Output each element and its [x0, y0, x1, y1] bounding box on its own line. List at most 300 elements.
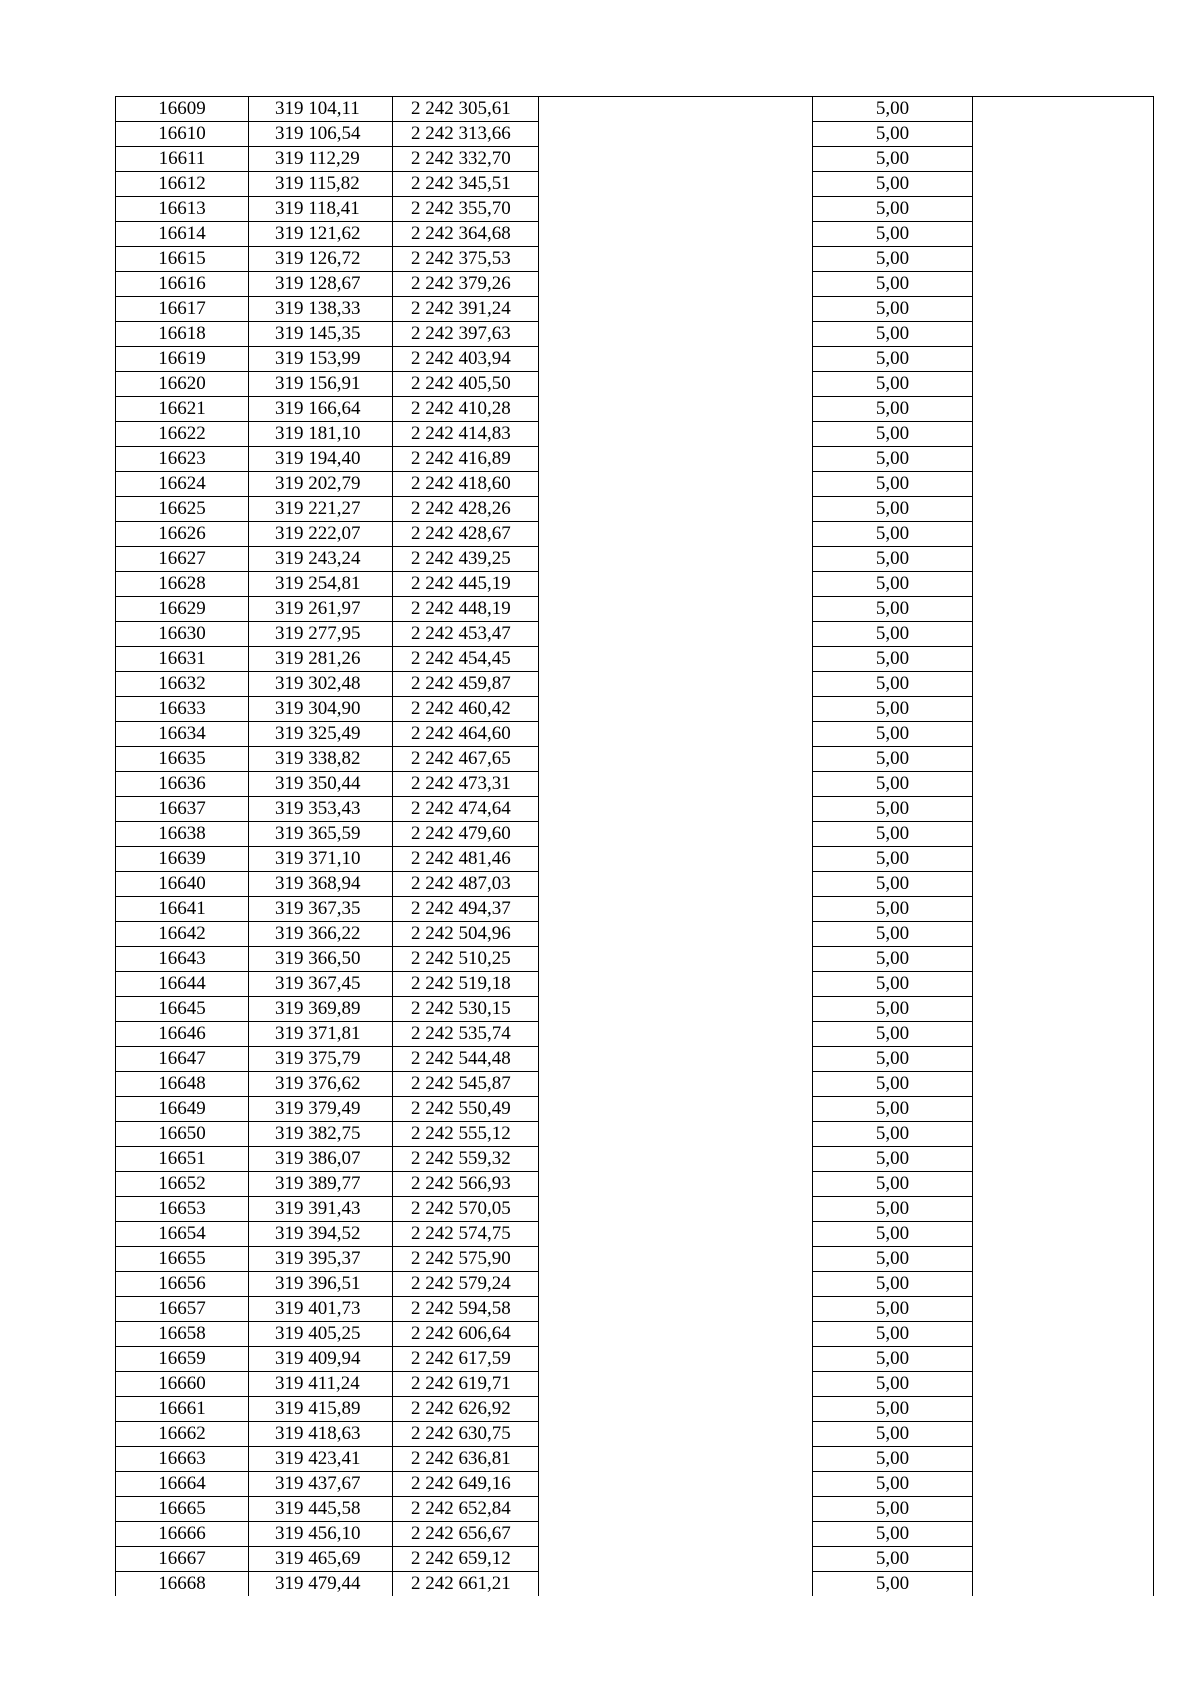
y-coordinate-cell: 2 242 459,87	[393, 672, 539, 697]
empty-cell	[539, 997, 813, 1022]
empty-cell	[539, 1447, 813, 1472]
y-coordinate-cell: 2 242 473,31	[393, 772, 539, 797]
y-coordinate-cell: 2 242 619,71	[393, 1372, 539, 1397]
point-number-cell: 16668	[116, 1572, 249, 1597]
table-row	[116, 222, 1154, 247]
value-cell: 5,00	[813, 1022, 973, 1047]
y-coordinate-cell: 2 242 530,15	[393, 997, 539, 1022]
table-row	[116, 497, 1154, 522]
point-number-cell: 16619	[116, 347, 249, 372]
value-cell: 5,00	[813, 1397, 973, 1422]
empty-cell	[973, 1522, 1154, 1547]
empty-cell	[973, 822, 1154, 847]
empty-cell	[973, 297, 1154, 322]
point-number-cell: 16615	[116, 247, 249, 272]
point-number-cell: 16609	[116, 97, 249, 122]
point-number-cell: 16649	[116, 1097, 249, 1122]
table-row	[116, 772, 1154, 797]
y-coordinate-cell: 2 242 559,32	[393, 1147, 539, 1172]
x-coordinate-cell: 319 128,67	[249, 272, 393, 297]
x-coordinate-cell: 319 304,90	[249, 697, 393, 722]
x-coordinate-cell: 319 375,79	[249, 1047, 393, 1072]
point-number-cell: 16667	[116, 1547, 249, 1572]
x-coordinate-cell: 319 166,64	[249, 397, 393, 422]
empty-cell	[539, 1522, 813, 1547]
y-coordinate-cell: 2 242 313,66	[393, 122, 539, 147]
y-coordinate-cell: 2 242 649,16	[393, 1472, 539, 1497]
empty-cell	[539, 172, 813, 197]
point-number-cell: 16664	[116, 1472, 249, 1497]
empty-cell	[539, 197, 813, 222]
point-number-cell: 16623	[116, 447, 249, 472]
point-number-cell: 16662	[116, 1422, 249, 1447]
x-coordinate-cell: 319 156,91	[249, 372, 393, 397]
empty-cell	[973, 147, 1154, 172]
empty-cell	[973, 322, 1154, 347]
empty-cell	[539, 1497, 813, 1522]
table-row	[116, 1122, 1154, 1147]
y-coordinate-cell: 2 242 575,90	[393, 1247, 539, 1272]
table-row	[116, 1297, 1154, 1322]
value-cell: 5,00	[813, 1197, 973, 1222]
value-cell: 5,00	[813, 1547, 973, 1572]
value-cell: 5,00	[813, 847, 973, 872]
empty-cell	[539, 122, 813, 147]
empty-cell	[539, 1472, 813, 1497]
value-cell: 5,00	[813, 422, 973, 447]
x-coordinate-cell: 319 281,26	[249, 647, 393, 672]
empty-cell	[973, 497, 1154, 522]
empty-cell	[973, 1222, 1154, 1247]
empty-cell	[539, 97, 813, 122]
empty-cell	[973, 697, 1154, 722]
point-number-cell: 16651	[116, 1147, 249, 1172]
empty-cell	[539, 347, 813, 372]
table-row	[116, 1047, 1154, 1072]
empty-cell	[973, 1472, 1154, 1497]
empty-cell	[973, 522, 1154, 547]
x-coordinate-cell: 319 261,97	[249, 597, 393, 622]
x-coordinate-cell: 319 145,35	[249, 322, 393, 347]
point-number-cell: 16645	[116, 997, 249, 1022]
value-cell: 5,00	[813, 497, 973, 522]
x-coordinate-cell: 319 243,24	[249, 547, 393, 572]
value-cell: 5,00	[813, 97, 973, 122]
table-row	[116, 522, 1154, 547]
point-number-cell: 16621	[116, 397, 249, 422]
point-number-cell: 16613	[116, 197, 249, 222]
table-row	[116, 1172, 1154, 1197]
y-coordinate-cell: 2 242 355,70	[393, 197, 539, 222]
table-row	[116, 822, 1154, 847]
table-row	[116, 372, 1154, 397]
value-cell: 5,00	[813, 1497, 973, 1522]
value-cell: 5,00	[813, 822, 973, 847]
table-row	[116, 1247, 1154, 1272]
point-number-cell: 16653	[116, 1197, 249, 1222]
empty-cell	[973, 947, 1154, 972]
value-cell: 5,00	[813, 1347, 973, 1372]
value-cell: 5,00	[813, 572, 973, 597]
empty-cell	[539, 597, 813, 622]
empty-cell	[973, 1247, 1154, 1272]
empty-cell	[973, 422, 1154, 447]
table-row	[116, 1572, 1154, 1597]
table-row	[116, 997, 1154, 1022]
empty-cell	[539, 1022, 813, 1047]
table-row	[116, 722, 1154, 747]
y-coordinate-cell: 2 242 439,25	[393, 547, 539, 572]
empty-cell	[539, 672, 813, 697]
table-row	[116, 797, 1154, 822]
y-coordinate-cell: 2 242 460,42	[393, 697, 539, 722]
point-number-cell: 16636	[116, 772, 249, 797]
point-number-cell: 16644	[116, 972, 249, 997]
empty-cell	[973, 922, 1154, 947]
value-cell: 5,00	[813, 1122, 973, 1147]
y-coordinate-cell: 2 242 494,37	[393, 897, 539, 922]
y-coordinate-cell: 2 242 397,63	[393, 322, 539, 347]
empty-cell	[973, 1272, 1154, 1297]
value-cell: 5,00	[813, 1272, 973, 1297]
empty-cell	[973, 797, 1154, 822]
point-number-cell: 16634	[116, 722, 249, 747]
point-number-cell: 16625	[116, 497, 249, 522]
y-coordinate-cell: 2 242 535,74	[393, 1022, 539, 1047]
point-number-cell: 16635	[116, 747, 249, 772]
empty-cell	[539, 547, 813, 572]
empty-cell	[973, 597, 1154, 622]
empty-cell	[539, 922, 813, 947]
y-coordinate-cell: 2 242 445,19	[393, 572, 539, 597]
table-row	[116, 922, 1154, 947]
x-coordinate-cell: 319 126,72	[249, 247, 393, 272]
empty-cell	[973, 1447, 1154, 1472]
table-row	[116, 1222, 1154, 1247]
x-coordinate-cell: 319 395,37	[249, 1247, 393, 1272]
y-coordinate-cell: 2 242 305,61	[393, 97, 539, 122]
x-coordinate-cell: 319 389,77	[249, 1172, 393, 1197]
empty-cell	[973, 272, 1154, 297]
y-coordinate-cell: 2 242 332,70	[393, 147, 539, 172]
table-row	[116, 1497, 1154, 1522]
value-cell: 5,00	[813, 1572, 973, 1597]
empty-cell	[973, 372, 1154, 397]
table-row	[116, 1547, 1154, 1572]
x-coordinate-cell: 319 394,52	[249, 1222, 393, 1247]
table-row	[116, 897, 1154, 922]
empty-cell	[973, 747, 1154, 772]
empty-cell	[539, 397, 813, 422]
y-coordinate-cell: 2 242 454,45	[393, 647, 539, 672]
x-coordinate-cell: 319 367,45	[249, 972, 393, 997]
value-cell: 5,00	[813, 922, 973, 947]
empty-cell	[973, 872, 1154, 897]
empty-cell	[539, 447, 813, 472]
value-cell: 5,00	[813, 997, 973, 1022]
value-cell: 5,00	[813, 1522, 973, 1547]
y-coordinate-cell: 2 242 661,21	[393, 1572, 539, 1597]
point-number-cell: 16641	[116, 897, 249, 922]
empty-cell	[973, 1497, 1154, 1522]
value-cell: 5,00	[813, 797, 973, 822]
x-coordinate-cell: 319 437,67	[249, 1472, 393, 1497]
y-coordinate-cell: 2 242 636,81	[393, 1447, 539, 1472]
table-row	[116, 1197, 1154, 1222]
x-coordinate-cell: 319 379,49	[249, 1097, 393, 1122]
empty-cell	[539, 822, 813, 847]
table-row	[116, 172, 1154, 197]
table-row	[116, 422, 1154, 447]
y-coordinate-cell: 2 242 594,58	[393, 1297, 539, 1322]
empty-cell	[973, 572, 1154, 597]
y-coordinate-cell: 2 242 519,18	[393, 972, 539, 997]
point-number-cell: 16655	[116, 1247, 249, 1272]
empty-cell	[539, 1172, 813, 1197]
y-coordinate-cell: 2 242 570,05	[393, 1197, 539, 1222]
point-number-cell: 16643	[116, 947, 249, 972]
x-coordinate-cell: 319 302,48	[249, 672, 393, 697]
empty-cell	[973, 1372, 1154, 1397]
point-number-cell: 16663	[116, 1447, 249, 1472]
point-number-cell: 16622	[116, 422, 249, 447]
point-number-cell: 16610	[116, 122, 249, 147]
table-row	[116, 647, 1154, 672]
y-coordinate-cell: 2 242 403,94	[393, 347, 539, 372]
table-row	[116, 1472, 1154, 1497]
point-number-cell: 16659	[116, 1347, 249, 1372]
empty-cell	[539, 247, 813, 272]
x-coordinate-cell: 319 115,82	[249, 172, 393, 197]
x-coordinate-cell: 319 456,10	[249, 1522, 393, 1547]
empty-cell	[539, 722, 813, 747]
point-number-cell: 16629	[116, 597, 249, 622]
empty-cell	[973, 1297, 1154, 1322]
table-row	[116, 1422, 1154, 1447]
empty-cell	[973, 897, 1154, 922]
empty-cell	[539, 1072, 813, 1097]
point-number-cell: 16612	[116, 172, 249, 197]
empty-cell	[973, 1547, 1154, 1572]
table-row	[116, 972, 1154, 997]
empty-cell	[973, 1097, 1154, 1122]
point-number-cell: 16614	[116, 222, 249, 247]
empty-cell	[973, 647, 1154, 672]
empty-cell	[539, 697, 813, 722]
y-coordinate-cell: 2 242 630,75	[393, 1422, 539, 1447]
table-row	[116, 872, 1154, 897]
empty-cell	[973, 722, 1154, 747]
empty-cell	[539, 972, 813, 997]
y-coordinate-cell: 2 242 510,25	[393, 947, 539, 972]
table-row	[116, 447, 1154, 472]
x-coordinate-cell: 319 465,69	[249, 1547, 393, 1572]
empty-cell	[973, 847, 1154, 872]
value-cell: 5,00	[813, 122, 973, 147]
value-cell: 5,00	[813, 222, 973, 247]
table-row	[116, 1522, 1154, 1547]
point-number-cell: 16618	[116, 322, 249, 347]
empty-cell	[539, 1272, 813, 1297]
point-number-cell: 16658	[116, 1322, 249, 1347]
y-coordinate-cell: 2 242 428,67	[393, 522, 539, 547]
x-coordinate-cell: 319 369,89	[249, 997, 393, 1022]
table-row	[116, 247, 1154, 272]
x-coordinate-cell: 319 104,11	[249, 97, 393, 122]
x-coordinate-cell: 319 366,50	[249, 947, 393, 972]
y-coordinate-cell: 2 242 626,92	[393, 1397, 539, 1422]
value-cell: 5,00	[813, 1172, 973, 1197]
x-coordinate-cell: 319 106,54	[249, 122, 393, 147]
y-coordinate-cell: 2 242 545,87	[393, 1072, 539, 1097]
point-number-cell: 16627	[116, 547, 249, 572]
table-row	[116, 1022, 1154, 1047]
x-coordinate-cell: 319 367,35	[249, 897, 393, 922]
value-cell: 5,00	[813, 397, 973, 422]
empty-cell	[539, 1322, 813, 1347]
x-coordinate-cell: 319 121,62	[249, 222, 393, 247]
point-number-cell: 16638	[116, 822, 249, 847]
value-cell: 5,00	[813, 347, 973, 372]
empty-cell	[539, 147, 813, 172]
y-coordinate-cell: 2 242 448,19	[393, 597, 539, 622]
y-coordinate-cell: 2 242 464,60	[393, 722, 539, 747]
empty-cell	[539, 797, 813, 822]
point-number-cell: 16656	[116, 1272, 249, 1297]
empty-cell	[539, 572, 813, 597]
empty-cell	[539, 847, 813, 872]
x-coordinate-cell: 319 376,62	[249, 1072, 393, 1097]
empty-cell	[539, 1147, 813, 1172]
table-row	[116, 322, 1154, 347]
y-coordinate-cell: 2 242 379,26	[393, 272, 539, 297]
x-coordinate-cell: 319 221,27	[249, 497, 393, 522]
empty-cell	[973, 1572, 1154, 1597]
y-coordinate-cell: 2 242 487,03	[393, 872, 539, 897]
empty-cell	[973, 122, 1154, 147]
empty-cell	[539, 647, 813, 672]
x-coordinate-cell: 319 277,95	[249, 622, 393, 647]
x-coordinate-cell: 319 479,44	[249, 1572, 393, 1597]
table-row	[116, 147, 1154, 172]
value-cell: 5,00	[813, 1097, 973, 1122]
x-coordinate-cell: 319 366,22	[249, 922, 393, 947]
value-cell: 5,00	[813, 747, 973, 772]
value-cell: 5,00	[813, 1072, 973, 1097]
empty-cell	[539, 1547, 813, 1572]
empty-cell	[973, 1172, 1154, 1197]
y-coordinate-cell: 2 242 656,67	[393, 1522, 539, 1547]
value-cell: 5,00	[813, 647, 973, 672]
point-number-cell: 16661	[116, 1397, 249, 1422]
point-number-cell: 16639	[116, 847, 249, 872]
point-number-cell: 16624	[116, 472, 249, 497]
empty-cell	[539, 947, 813, 972]
table-row	[116, 1322, 1154, 1347]
x-coordinate-cell: 319 222,07	[249, 522, 393, 547]
value-cell: 5,00	[813, 772, 973, 797]
empty-cell	[973, 1022, 1154, 1047]
table-row	[116, 272, 1154, 297]
empty-cell	[539, 422, 813, 447]
empty-cell	[973, 1422, 1154, 1447]
empty-cell	[973, 1122, 1154, 1147]
value-cell: 5,00	[813, 672, 973, 697]
empty-cell	[539, 1422, 813, 1447]
x-coordinate-cell: 319 353,43	[249, 797, 393, 822]
empty-cell	[539, 472, 813, 497]
y-coordinate-cell: 2 242 410,28	[393, 397, 539, 422]
x-coordinate-cell: 319 423,41	[249, 1447, 393, 1472]
y-coordinate-cell: 2 242 414,83	[393, 422, 539, 447]
x-coordinate-cell: 319 194,40	[249, 447, 393, 472]
coordinates-table	[115, 96, 1154, 1596]
y-coordinate-cell: 2 242 418,60	[393, 472, 539, 497]
point-number-cell: 16646	[116, 1022, 249, 1047]
empty-cell	[539, 322, 813, 347]
empty-cell	[539, 1247, 813, 1272]
empty-cell	[973, 997, 1154, 1022]
x-coordinate-cell: 319 391,43	[249, 1197, 393, 1222]
empty-cell	[539, 1197, 813, 1222]
empty-cell	[973, 172, 1154, 197]
value-cell: 5,00	[813, 1322, 973, 1347]
table-row	[116, 947, 1154, 972]
value-cell: 5,00	[813, 322, 973, 347]
y-coordinate-cell: 2 242 544,48	[393, 1047, 539, 1072]
point-number-cell: 16652	[116, 1172, 249, 1197]
table-row	[116, 572, 1154, 597]
empty-cell	[973, 547, 1154, 572]
value-cell: 5,00	[813, 522, 973, 547]
empty-cell	[539, 272, 813, 297]
value-cell: 5,00	[813, 597, 973, 622]
x-coordinate-cell: 319 445,58	[249, 1497, 393, 1522]
table-row	[116, 1372, 1154, 1397]
x-coordinate-cell: 319 153,99	[249, 347, 393, 372]
value-cell: 5,00	[813, 697, 973, 722]
point-number-cell: 16640	[116, 872, 249, 897]
table-row	[116, 1072, 1154, 1097]
value-cell: 5,00	[813, 622, 973, 647]
empty-cell	[973, 1047, 1154, 1072]
x-coordinate-cell: 319 401,73	[249, 1297, 393, 1322]
value-cell: 5,00	[813, 447, 973, 472]
empty-cell	[973, 247, 1154, 272]
empty-cell	[539, 1572, 813, 1597]
point-number-cell: 16648	[116, 1072, 249, 1097]
empty-cell	[539, 1222, 813, 1247]
value-cell: 5,00	[813, 1447, 973, 1472]
point-number-cell: 16617	[116, 297, 249, 322]
point-number-cell: 16620	[116, 372, 249, 397]
empty-cell	[973, 672, 1154, 697]
value-cell: 5,00	[813, 172, 973, 197]
y-coordinate-cell: 2 242 345,51	[393, 172, 539, 197]
value-cell: 5,00	[813, 972, 973, 997]
x-coordinate-cell: 319 118,41	[249, 197, 393, 222]
empty-cell	[539, 622, 813, 647]
empty-cell	[539, 1347, 813, 1372]
y-coordinate-cell: 2 242 453,47	[393, 622, 539, 647]
point-number-cell: 16642	[116, 922, 249, 947]
y-coordinate-cell: 2 242 375,53	[393, 247, 539, 272]
value-cell: 5,00	[813, 1372, 973, 1397]
x-coordinate-cell: 319 415,89	[249, 1397, 393, 1422]
table-row	[116, 197, 1154, 222]
empty-cell	[973, 772, 1154, 797]
empty-cell	[973, 622, 1154, 647]
